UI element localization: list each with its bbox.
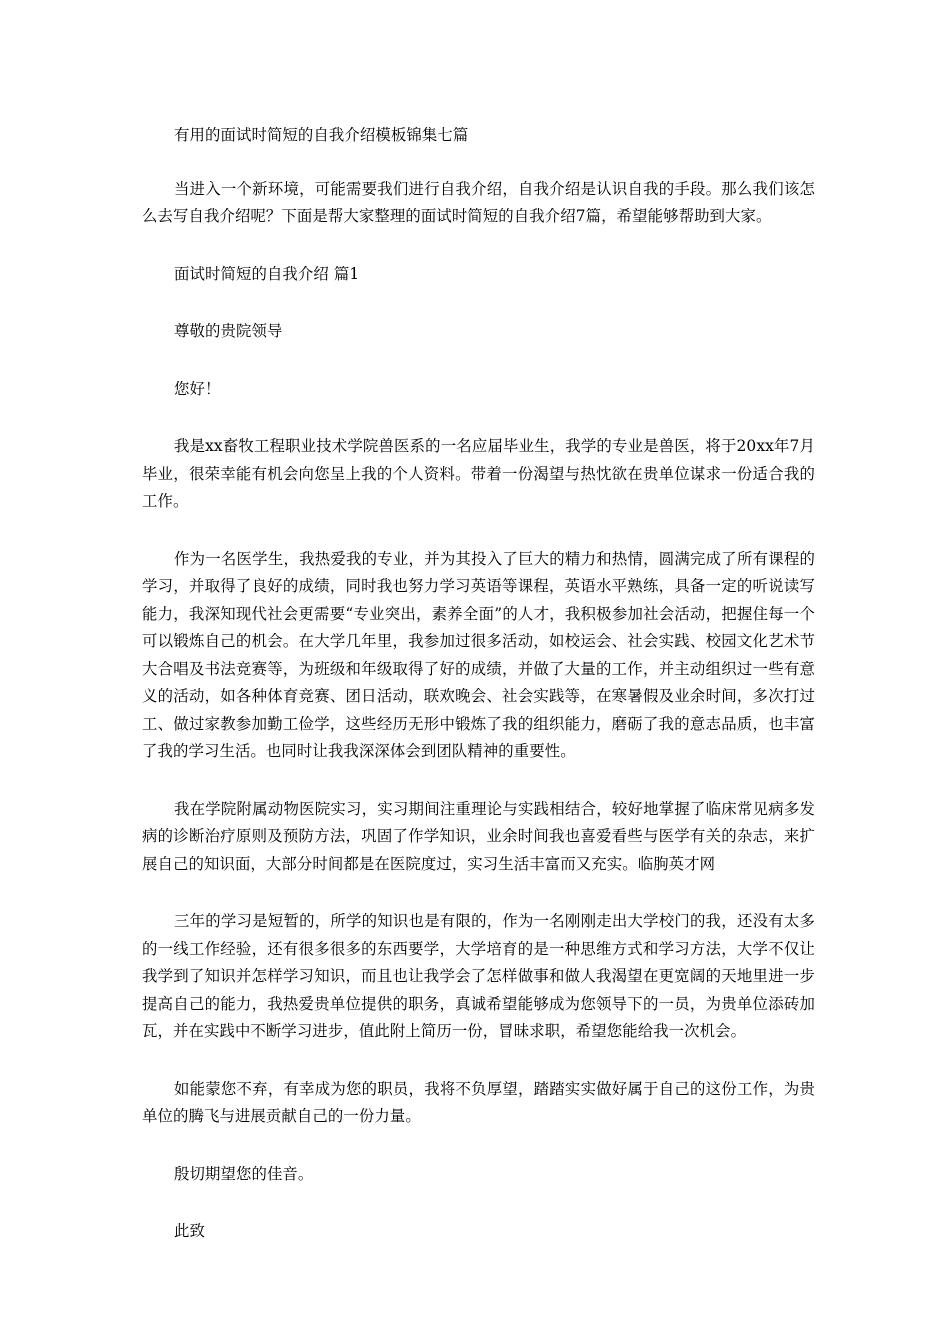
body-paragraph: 作为一名医学生，我热爱我的专业，并为其投入了巨大的精力和热情，圆满完成了所有课程的学习，并取得了良好的成绩，同时我也努力学习英语等课程，英语水平熟练，具备一定的听说读写能力，我深知现代社会更需要“专业突出，素养全面”的人才，我积极参加社会活动，把握住每一个可以锻炼自己的机会。在大学几年里，我参加过很多活动，如校运会、社会实践、校园文化艺术节大合唱及书法竞赛等，为班级和年级取得了好的成绩，并做了大量的工作，并主动组织过一些有意义的活动，如各种体育竞赛、团日活动，联欢晚会、社会实践等，在寒暑假及业余时间，多次打过工、做过家教参加勤工俭学，这些经历无形中锻炼了我的组织能力，磨砺了我的意志品质，也丰富了我的学习生活。也同时让我我深深体会到团队精神的重要性。 [142, 549, 815, 760]
intro-paragraph: 当进入一个新环境，可能需要我们进行自我介绍，自我介绍是认识自我的手段。那么我们该怎么去写自我介绍呢？下面是帮大家整理的面试时简短的自我介绍7篇，希望能够帮助到大家。 [142, 179, 815, 225]
greeting: 您好！ [174, 379, 221, 398]
document-title: 有用的面试时简短的自我介绍模板锦集七篇 [174, 126, 469, 144]
body-paragraph: 如能蒙您不弃，有幸成为您的职员，我将不负厚望，踏踏实实做好属于自己的这份工作，为贵单位的腾飞与进展贡献自己的一份力量。 [142, 1079, 815, 1125]
body-paragraph: 殷切期望您的佳音。 [174, 1164, 314, 1183]
body-paragraph: 我是xx畜牧工程职业技术学院兽医系的一名应届毕业生，我学的专业是兽医，将于20xx年7月毕业，很荣幸能有机会向您呈上我的个人资料。带着一份渴望与热忱欲在贵单位谋求一份适合我的工作。 [142, 437, 815, 510]
section-heading: 面试时简短的自我介绍 篇1 [174, 264, 360, 283]
body-paragraph: 三年的学习是短暂的，所学的知识也是有限的，作为一名刚刚走出大学校门的我，还没有太多的一线工作经验，还有很多很多的东西要学，大学培育的是一种思维方式和学习方法，大学不仅让我学到了知识并怎样学习知识，而且也让我学会了怎样做事和做人我渴望在更宽阔的天地里进一步提高自己的能力，我热爱贵单位提供的职务，真诚希望能够成为您领导下的一员，为贵单位添砖加瓦，并在实践中不断学习进步，值此附上简历一份，冒昧求职，希望您能给我一次机会。 [142, 912, 815, 1040]
closing-line: 此致 [174, 1222, 205, 1240]
salutation: 尊敬的贵院领导 [174, 322, 283, 340]
body-paragraph: 我在学院附属动物医院实习，实习期间注重理论与实践相结合，较好地掌握了临床常见病多发病的诊断治疗原则及预防方法，巩固了作学知识，业余时间我也喜爱看些与医学有关的杂志，来扩展自己的知识面，大部分时间都是在医院度过，实习生活丰富而又充实。临朐英才网 [142, 799, 815, 873]
document-body [142, 122, 815, 1246]
